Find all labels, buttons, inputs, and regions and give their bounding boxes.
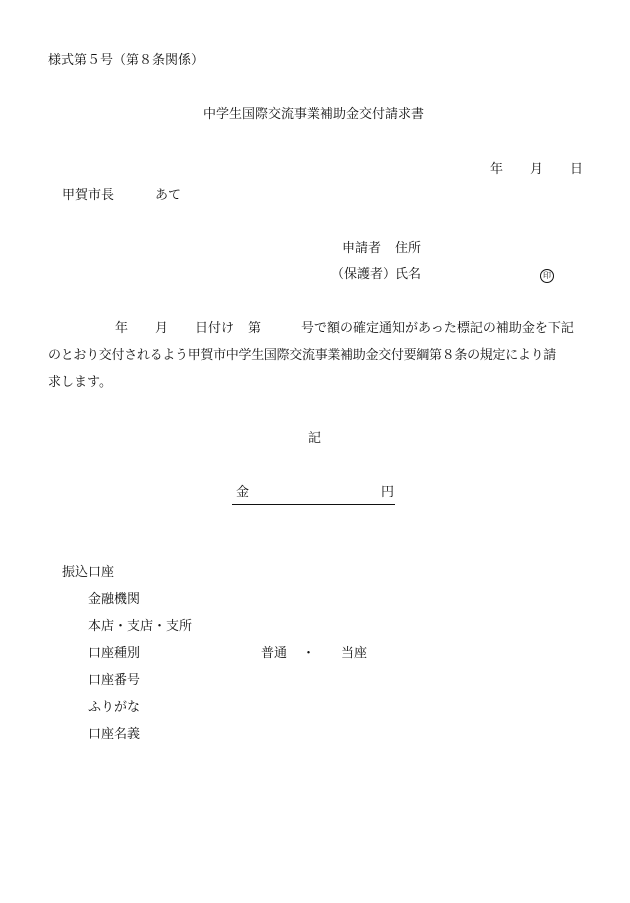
amount-prefix: 金 xyxy=(236,485,250,500)
date-year: 年 xyxy=(490,162,504,177)
seal-icon: 印 xyxy=(540,269,554,283)
bank-heading: 振込口座 xyxy=(62,565,115,580)
date-month: 月 xyxy=(530,162,544,177)
body-day-dated: 日付け xyxy=(195,321,235,336)
date-day: 日 xyxy=(570,162,584,177)
body-month: 月 xyxy=(155,321,169,336)
body-year: 年 xyxy=(115,321,129,336)
account-type-separator: ・ xyxy=(302,646,316,661)
account-type-ordinary: 普通 xyxy=(261,646,288,661)
body-line1-rest: 号で額の確定通知があった標記の補助金を下記 xyxy=(301,321,574,336)
guardian-label: （保護者） xyxy=(331,267,397,282)
furigana-label: ふりがな xyxy=(88,700,141,715)
body-line3: 求します。 xyxy=(48,375,112,390)
bank-branch-label: 本店・支店・支所 xyxy=(88,619,193,634)
addressee-name: 甲賀市長 xyxy=(62,188,115,203)
account-name-label: 口座名義 xyxy=(88,727,141,742)
addressee-suffix: あて xyxy=(155,188,182,203)
bank-institution-label: 金融機関 xyxy=(88,592,141,607)
account-type-current: 当座 xyxy=(341,646,368,661)
account-number-label: 口座番号 xyxy=(88,673,141,688)
body-number-prefix: 第 xyxy=(248,321,262,336)
amount-underline xyxy=(232,486,395,505)
applicant-label: 申請者 xyxy=(342,241,382,256)
body-line2: のとおり交付されるよう甲賀市中学生国際交流事業補助金交付要綱第８条の規定により請 xyxy=(48,348,557,363)
name-label: 氏名 xyxy=(395,267,422,282)
document-title: 中学生国際交流事業補助金交付請求書 xyxy=(203,107,425,122)
amount-suffix: 円 xyxy=(381,485,395,500)
address-label: 住所 xyxy=(395,241,422,256)
account-type-label: 口座種別 xyxy=(88,646,141,661)
seal-mark xyxy=(540,268,554,283)
ki-heading: 記 xyxy=(308,431,322,446)
form-number: 様式第５号（第８条関係） xyxy=(48,53,205,68)
